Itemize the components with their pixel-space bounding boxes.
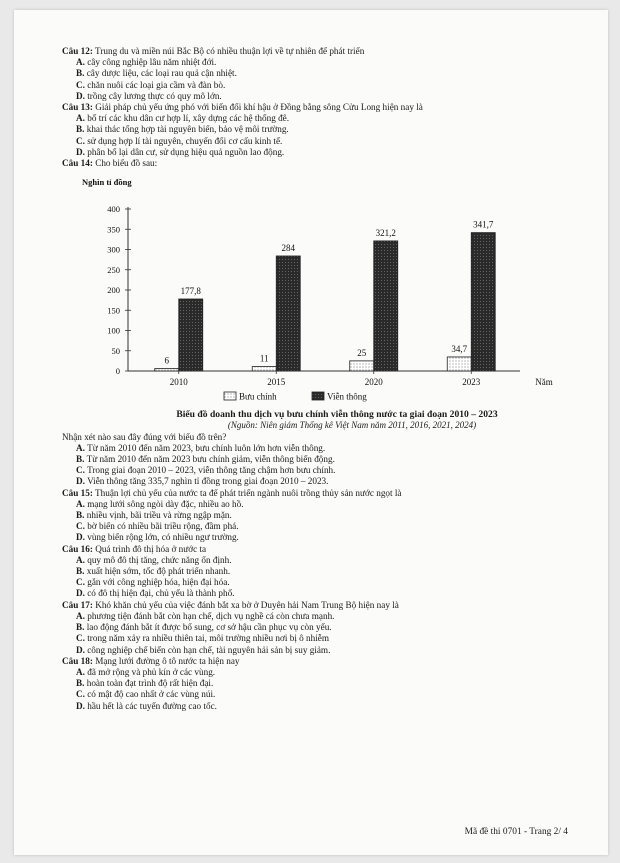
bar-buu-chinh [447,357,471,371]
question-number: Câu 16: [62,543,93,554]
option-letter: B. [76,68,85,79]
question-stem: Giải pháp chủ yếu ứng phó với biến đổi khí hậu ở Đồng bằng sông Cửu Long hiện nay là [95,102,423,113]
option-letter: C. [76,465,85,476]
question-stem: Thuận lợi chủ yếu của nước ta để phát triển ngành nuôi trồng thủy sản nước ngọt là [95,487,402,498]
option-letter: B. [76,124,85,135]
option-letter: C. [76,521,85,532]
question-number: Câu 18: [62,655,93,666]
option-text: hầu hết là các tuyến đường cao tốc. [87,700,217,711]
option-text: nhiều vịnh, bãi triều và rừng ngập mặn. [86,510,232,521]
page-footer: Mã đề thi 0701 - Trang 2/ 4 [464,827,568,837]
option-letter: A. [76,57,85,68]
question-stem: Quá trình đô thị hóa ở nước ta [95,543,207,554]
question-number: Câu 15: [62,487,93,498]
y-tick-label: 250 [107,264,120,275]
option-text: quy mô đô thị tăng, chức năng ổn định. [87,554,232,565]
option-letter: D. [76,700,85,711]
option-text: Viễn thông tăng 335,7 nghìn tỉ đồng trong giai đoạn 2010 – 2023. [87,476,329,487]
option-letter: C. [76,577,85,588]
question-stem: Cho biểu đồ sau: [95,158,158,169]
data-label: 341,7 [473,219,494,230]
x-tick-label: 2020 [364,377,383,388]
question-prompt: Nhận xét nào sau đây đúng với biểu đồ trên? [62,431,227,442]
option-letter: B. [76,454,85,465]
question-stem: Trung du và miền núi Bắc Bộ có nhiều thuận lợi về tự nhiên để phát triển [95,46,365,56]
y-tick-label: 350 [107,224,120,235]
question-stem: Khó khăn chủ yếu của việc đánh bắt xa bờ ở Duyên hải Nam Trung Bộ hiện nay là [95,599,399,610]
x-tick-label: 2010 [169,377,188,388]
option-text: trong năm xảy ra nhiều thiên tai, môi trường nhiều nơi bị ô nhiễm [87,633,330,644]
exam-page [14,10,608,855]
option-text: bờ biển có nhiều bãi triều rộng, đầm phá. [87,521,239,532]
bar-vien-thong [471,233,495,371]
option-text: công nghiệp chế biến còn hạn chế, tài nguyên hải sản bị suy giảm. [87,644,331,655]
y-tick-label: 200 [107,285,120,296]
bar-vien-thong [179,299,203,371]
option-text: chăn nuôi các loại gia cầm và đàn bò. [87,79,226,90]
option-letter: A. [76,610,85,621]
option-letter: B. [76,566,85,577]
question-number: Câu 12: [62,46,93,56]
bar-buu-chinh [350,361,374,371]
data-label: 25 [357,348,367,359]
option-text: vùng biển rộng lớn, có nhiều ngư trường. [87,532,239,543]
chart-source: (Nguồn: Niên giám Thống kê Việt Nam năm 2011, 2016, 2021, 2024) [227,420,477,431]
option-letter: A. [76,442,85,453]
question-13 [62,102,582,158]
option-text: gắn với công nghiệp hóa, hiện đại hóa. [87,577,230,588]
bar-chart [62,171,582,409]
option-text: có đô thị hiện đại, chủ yếu là thành phố. [87,588,235,599]
legend-swatch-buu-chinh [224,392,236,400]
data-label: 34,7 [451,344,468,355]
option-text: sử dụng hợp lí tài nguyên, chuyển đổi cơ cấu kinh tế. [87,135,283,146]
y-tick-label: 150 [107,305,120,316]
question-16 [62,544,582,600]
option-letter: A. [76,113,85,124]
option-text: trồng cây lương thực có quy mô lớn. [87,90,222,101]
option-letter: D. [76,476,85,487]
option-text: đã mở rộng và phủ kín ở các vùng. [87,666,216,677]
option-text: cây công nghiệp lâu năm nhiệt đới. [87,57,217,68]
data-label: 321,2 [375,228,396,239]
question-14 [62,158,582,488]
x-tick-label: 2015 [267,377,286,388]
option-text: cây dược liệu, các loại rau quả cận nhiệt. [86,68,237,79]
legend-label: Bưu chính [239,391,277,402]
y-tick-label: 100 [107,325,120,336]
question-15 [62,488,582,544]
option-letter: D. [76,532,85,543]
option-letter: C. [76,689,85,700]
bar-vien-thong [374,241,398,371]
option-text: khai thác tổng hợp tài nguyên biển, bảo vệ môi trường. [86,124,289,135]
option-letter: D. [76,588,85,599]
question-17 [62,600,582,656]
y-tick-label: 0 [115,366,120,377]
bar-buu-chinh [155,369,179,371]
option-text: phương tiện đánh bắt còn hạn chế, dịch vụ nghề cá còn chưa mạnh. [87,610,335,621]
option-letter: B. [76,510,85,521]
legend-label: Viễn thông [327,391,367,402]
option-text: xuất hiện sớm, tốc độ phát triển nhanh. [86,566,231,577]
chart-svg [62,171,582,409]
x-tick-label: 2023 [462,377,481,388]
data-label: 11 [259,353,269,364]
bar-buu-chinh [252,367,276,371]
option-text: mạng lưới sông ngòi dày đặc, nhiều ao hồ. [87,498,244,509]
question-number: Câu 17: [62,599,93,610]
y-tick-label: 50 [111,345,120,356]
option-letter: A. [76,666,85,677]
question-12 [62,46,582,102]
option-text: Từ năm 2010 đến năm 2023 bưu chính giảm, viễn thông biến động. [86,454,335,465]
y-tick-label: 400 [107,204,120,215]
question-number: Câu 14: [62,158,93,169]
y-tick-label: 300 [107,244,120,255]
option-text: Trong giai đoạn 2010 – 2023, viễn thông tăng chậm hơn bưu chính. [87,465,336,476]
data-label: 177,8 [180,286,201,297]
chart-caption: Biểu đồ doanh thu dịch vụ bưu chính viễn thông nước ta giai đoạn 2010 – 2023 [176,409,498,421]
option-text: hoàn toàn đạt trình độ rất hiện đại. [86,678,214,689]
option-letter: A. [76,498,85,509]
question-stem: Mạng lưới đường ô tô nước ta hiện nay [95,655,240,666]
question-number: Câu 13: [62,102,93,113]
option-letter: C. [76,79,85,90]
option-text: bố trí các khu dân cư hợp lí, xây dựng các hệ thống đê. [87,113,290,124]
x-axis-label: Năm [535,377,553,388]
option-letter: A. [76,554,85,565]
option-text: có mật độ cao nhất ở các vùng núi. [87,689,216,700]
data-label: 6 [164,355,169,366]
option-letter: D. [76,90,85,101]
option-text: lao động đánh bắt ít được bổ sung, cơ sở hậu cần phục vụ còn yếu. [86,622,332,633]
y-axis-label: Nghìn tỉ đồng [82,177,132,188]
question-18 [62,656,582,712]
legend-swatch-vien-thong [312,392,324,400]
page-content [62,46,582,712]
option-letter: B. [76,622,85,633]
option-letter: B. [76,678,85,689]
option-letter: D. [76,644,85,655]
option-letter: C. [76,135,85,146]
option-text: phân bố lại dân cư, sử dụng hiệu quả nguồn lao động. [87,146,285,157]
option-text: Từ năm 2010 đến năm 2023, bưu chính luôn lớn hơn viễn thông. [87,442,326,453]
option-letter: C. [76,633,85,644]
option-letter: D. [76,146,85,157]
bar-vien-thong [276,256,300,371]
data-label: 284 [281,243,295,254]
